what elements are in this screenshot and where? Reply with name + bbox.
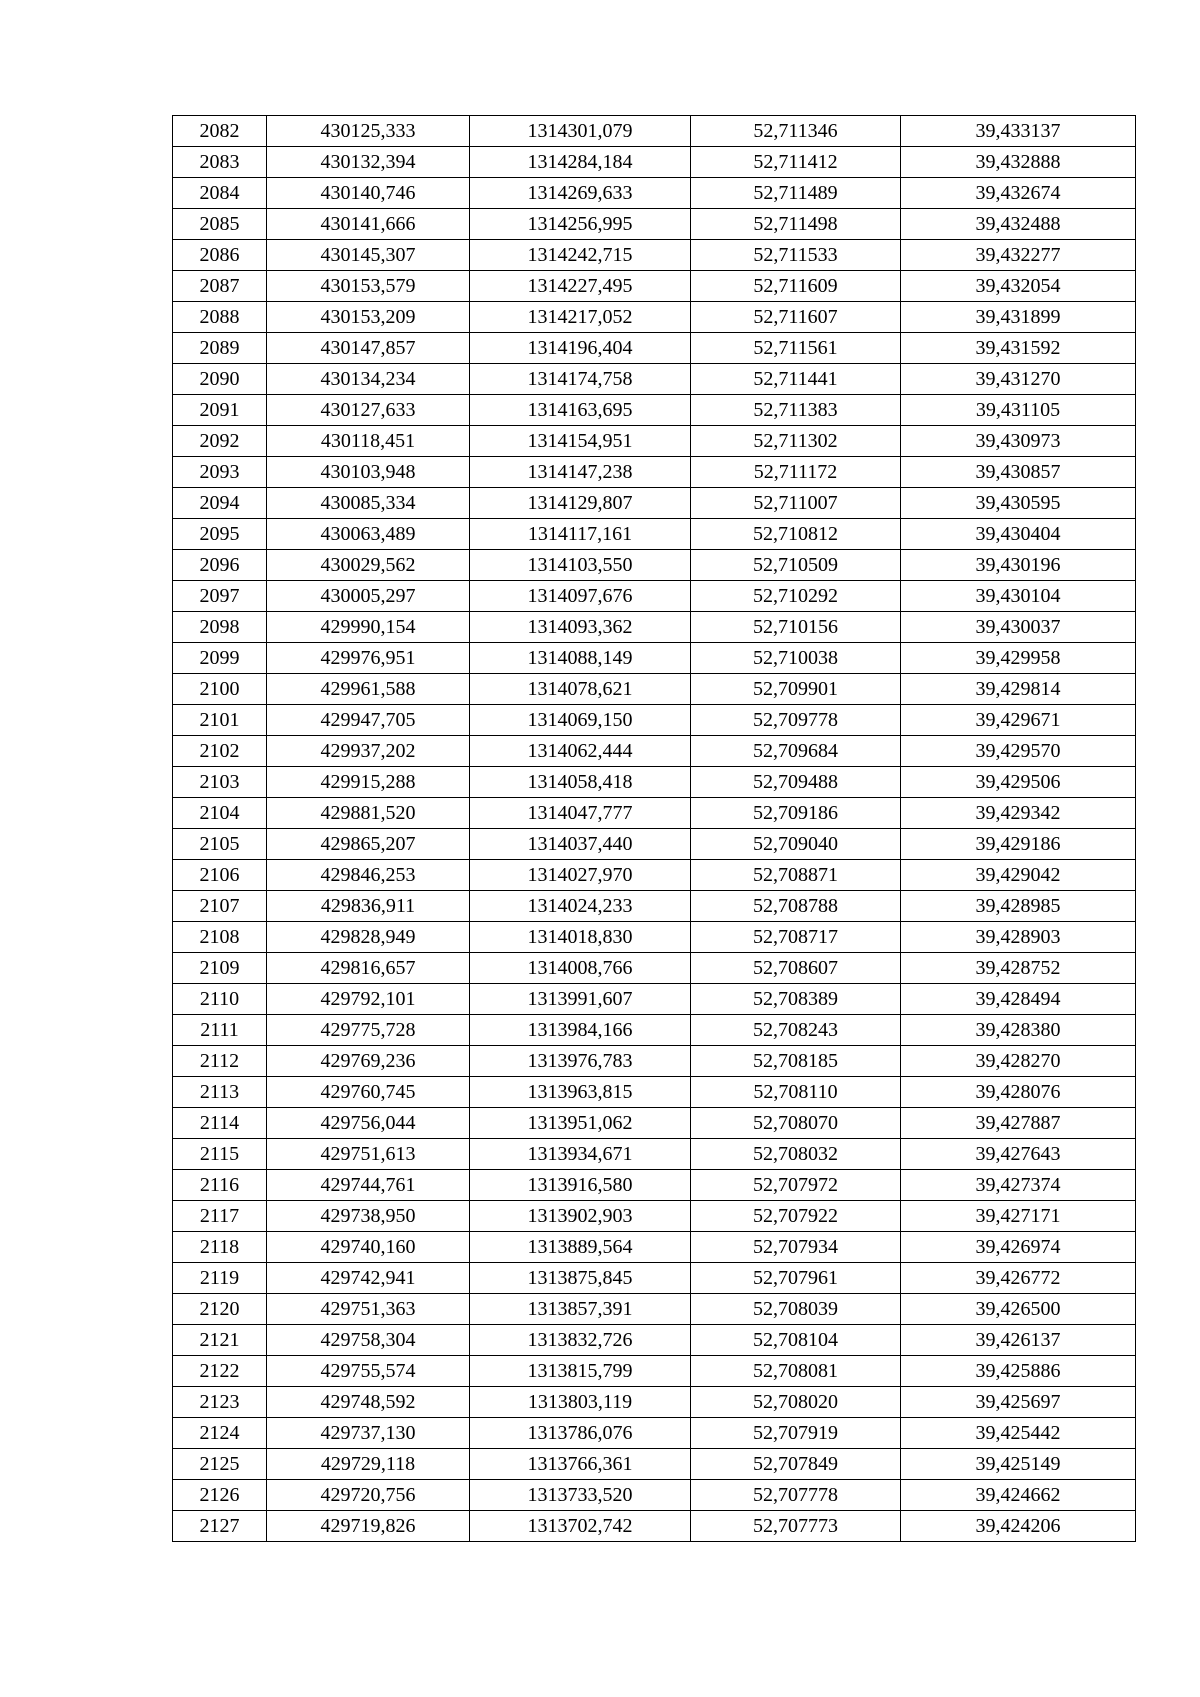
point-number-cell: 2122	[173, 1356, 267, 1387]
y-coordinate-cell: 1314301,079	[470, 116, 691, 147]
latitude-cell: 52,711609	[691, 271, 901, 302]
x-coordinate-cell: 430132,394	[267, 147, 470, 178]
x-coordinate-cell: 429758,304	[267, 1325, 470, 1356]
longitude-cell: 39,429958	[901, 643, 1136, 674]
table-row	[173, 860, 1136, 891]
y-coordinate-cell: 1313902,903	[470, 1201, 691, 1232]
latitude-cell: 52,709901	[691, 674, 901, 705]
latitude-cell: 52,708070	[691, 1108, 901, 1139]
x-coordinate-cell: 429915,288	[267, 767, 470, 798]
longitude-cell: 39,432054	[901, 271, 1136, 302]
latitude-cell: 52,707773	[691, 1511, 901, 1542]
point-number-cell: 2083	[173, 147, 267, 178]
point-number-cell: 2088	[173, 302, 267, 333]
latitude-cell: 52,711412	[691, 147, 901, 178]
point-number-cell: 2101	[173, 705, 267, 736]
x-coordinate-cell: 429760,745	[267, 1077, 470, 1108]
x-coordinate-cell: 429961,588	[267, 674, 470, 705]
x-coordinate-cell: 429755,574	[267, 1356, 470, 1387]
longitude-cell: 39,431592	[901, 333, 1136, 364]
y-coordinate-cell: 1314008,766	[470, 953, 691, 984]
longitude-cell: 39,426974	[901, 1232, 1136, 1263]
latitude-cell: 52,707922	[691, 1201, 901, 1232]
x-coordinate-cell: 429720,756	[267, 1480, 470, 1511]
latitude-cell: 52,708871	[691, 860, 901, 891]
table-row	[173, 1170, 1136, 1201]
latitude-cell: 52,711346	[691, 116, 901, 147]
table-row	[173, 1294, 1136, 1325]
point-number-cell: 2086	[173, 240, 267, 271]
point-number-cell: 2111	[173, 1015, 267, 1046]
table-row	[173, 302, 1136, 333]
y-coordinate-cell: 1314147,238	[470, 457, 691, 488]
y-coordinate-cell: 1313889,564	[470, 1232, 691, 1263]
point-number-cell: 2087	[173, 271, 267, 302]
longitude-cell: 39,431105	[901, 395, 1136, 426]
table-row	[173, 1108, 1136, 1139]
x-coordinate-cell: 429719,826	[267, 1511, 470, 1542]
latitude-cell: 52,708788	[691, 891, 901, 922]
latitude-cell: 52,708607	[691, 953, 901, 984]
x-coordinate-cell: 429846,253	[267, 860, 470, 891]
y-coordinate-cell: 1313963,815	[470, 1077, 691, 1108]
longitude-cell: 39,432277	[901, 240, 1136, 271]
table-row	[173, 829, 1136, 860]
longitude-cell: 39,429042	[901, 860, 1136, 891]
x-coordinate-cell: 429937,202	[267, 736, 470, 767]
longitude-cell: 39,430404	[901, 519, 1136, 550]
longitude-cell: 39,425886	[901, 1356, 1136, 1387]
point-number-cell: 2095	[173, 519, 267, 550]
table-row	[173, 1449, 1136, 1480]
table-row	[173, 1356, 1136, 1387]
point-number-cell: 2097	[173, 581, 267, 612]
table-row	[173, 333, 1136, 364]
longitude-cell: 39,425442	[901, 1418, 1136, 1449]
table-row	[173, 1418, 1136, 1449]
x-coordinate-cell: 429976,951	[267, 643, 470, 674]
table-row	[173, 1232, 1136, 1263]
latitude-cell: 52,711561	[691, 333, 901, 364]
latitude-cell: 52,709488	[691, 767, 901, 798]
x-coordinate-cell: 430005,297	[267, 581, 470, 612]
longitude-cell: 39,428985	[901, 891, 1136, 922]
x-coordinate-cell: 430141,666	[267, 209, 470, 240]
longitude-cell: 39,430857	[901, 457, 1136, 488]
longitude-cell: 39,429814	[901, 674, 1136, 705]
x-coordinate-cell: 430085,334	[267, 488, 470, 519]
y-coordinate-cell: 1314047,777	[470, 798, 691, 829]
longitude-cell: 39,431899	[901, 302, 1136, 333]
y-coordinate-cell: 1314093,362	[470, 612, 691, 643]
point-number-cell: 2092	[173, 426, 267, 457]
point-number-cell: 2104	[173, 798, 267, 829]
y-coordinate-cell: 1313766,361	[470, 1449, 691, 1480]
y-coordinate-cell: 1314154,951	[470, 426, 691, 457]
x-coordinate-cell: 429816,657	[267, 953, 470, 984]
latitude-cell: 52,711007	[691, 488, 901, 519]
latitude-cell: 52,709684	[691, 736, 901, 767]
latitude-cell: 52,707961	[691, 1263, 901, 1294]
point-number-cell: 2115	[173, 1139, 267, 1170]
table-row	[173, 705, 1136, 736]
y-coordinate-cell: 1314069,150	[470, 705, 691, 736]
table-row	[173, 519, 1136, 550]
point-number-cell: 2107	[173, 891, 267, 922]
latitude-cell: 52,708020	[691, 1387, 901, 1418]
point-number-cell: 2117	[173, 1201, 267, 1232]
table-row	[173, 1387, 1136, 1418]
longitude-cell: 39,427643	[901, 1139, 1136, 1170]
y-coordinate-cell: 1314018,830	[470, 922, 691, 953]
latitude-cell: 52,711172	[691, 457, 901, 488]
y-coordinate-cell: 1313934,671	[470, 1139, 691, 1170]
x-coordinate-cell: 430134,234	[267, 364, 470, 395]
table-row	[173, 891, 1136, 922]
latitude-cell: 52,709778	[691, 705, 901, 736]
x-coordinate-cell: 430063,489	[267, 519, 470, 550]
point-number-cell: 2127	[173, 1511, 267, 1542]
longitude-cell: 39,427887	[901, 1108, 1136, 1139]
point-number-cell: 2120	[173, 1294, 267, 1325]
table-row	[173, 209, 1136, 240]
latitude-cell: 52,707778	[691, 1480, 901, 1511]
latitude-cell: 52,708081	[691, 1356, 901, 1387]
longitude-cell: 39,430973	[901, 426, 1136, 457]
x-coordinate-cell: 429881,520	[267, 798, 470, 829]
longitude-cell: 39,429671	[901, 705, 1136, 736]
longitude-cell: 39,429570	[901, 736, 1136, 767]
point-number-cell: 2089	[173, 333, 267, 364]
longitude-cell: 39,432488	[901, 209, 1136, 240]
table-row	[173, 674, 1136, 705]
point-number-cell: 2093	[173, 457, 267, 488]
point-number-cell: 2112	[173, 1046, 267, 1077]
point-number-cell: 2109	[173, 953, 267, 984]
y-coordinate-cell: 1314196,404	[470, 333, 691, 364]
y-coordinate-cell: 1314256,995	[470, 209, 691, 240]
table-row	[173, 1015, 1136, 1046]
table-row	[173, 767, 1136, 798]
longitude-cell: 39,428270	[901, 1046, 1136, 1077]
x-coordinate-cell: 430153,579	[267, 271, 470, 302]
y-coordinate-cell: 1313976,783	[470, 1046, 691, 1077]
longitude-cell: 39,430196	[901, 550, 1136, 581]
table-row	[173, 457, 1136, 488]
x-coordinate-cell: 429990,154	[267, 612, 470, 643]
x-coordinate-cell: 430125,333	[267, 116, 470, 147]
point-number-cell: 2110	[173, 984, 267, 1015]
table-row	[173, 147, 1136, 178]
y-coordinate-cell: 1314284,184	[470, 147, 691, 178]
longitude-cell: 39,428076	[901, 1077, 1136, 1108]
longitude-cell: 39,425697	[901, 1387, 1136, 1418]
point-number-cell: 2102	[173, 736, 267, 767]
latitude-cell: 52,710509	[691, 550, 901, 581]
point-number-cell: 2103	[173, 767, 267, 798]
longitude-cell: 39,431270	[901, 364, 1136, 395]
latitude-cell: 52,710156	[691, 612, 901, 643]
latitude-cell: 52,708389	[691, 984, 901, 1015]
longitude-cell: 39,428903	[901, 922, 1136, 953]
y-coordinate-cell: 1313733,520	[470, 1480, 691, 1511]
table-row	[173, 1077, 1136, 1108]
coordinates-table-body	[173, 116, 1136, 1542]
y-coordinate-cell: 1313875,845	[470, 1263, 691, 1294]
latitude-cell: 52,707934	[691, 1232, 901, 1263]
point-number-cell: 2121	[173, 1325, 267, 1356]
table-row	[173, 1480, 1136, 1511]
table-row	[173, 984, 1136, 1015]
y-coordinate-cell: 1314269,633	[470, 178, 691, 209]
longitude-cell: 39,428494	[901, 984, 1136, 1015]
longitude-cell: 39,426772	[901, 1263, 1136, 1294]
y-coordinate-cell: 1314024,233	[470, 891, 691, 922]
point-number-cell: 2116	[173, 1170, 267, 1201]
x-coordinate-cell: 429836,911	[267, 891, 470, 922]
x-coordinate-cell: 429744,761	[267, 1170, 470, 1201]
x-coordinate-cell: 430029,562	[267, 550, 470, 581]
latitude-cell: 52,711441	[691, 364, 901, 395]
y-coordinate-cell: 1313991,607	[470, 984, 691, 1015]
y-coordinate-cell: 1313803,119	[470, 1387, 691, 1418]
longitude-cell: 39,424662	[901, 1480, 1136, 1511]
longitude-cell: 39,425149	[901, 1449, 1136, 1480]
latitude-cell: 52,708032	[691, 1139, 901, 1170]
table-row	[173, 1046, 1136, 1077]
x-coordinate-cell: 429748,592	[267, 1387, 470, 1418]
table-row	[173, 736, 1136, 767]
y-coordinate-cell: 1313786,076	[470, 1418, 691, 1449]
longitude-cell: 39,426500	[901, 1294, 1136, 1325]
table-row	[173, 953, 1136, 984]
y-coordinate-cell: 1313984,166	[470, 1015, 691, 1046]
x-coordinate-cell: 430118,451	[267, 426, 470, 457]
x-coordinate-cell: 429742,941	[267, 1263, 470, 1294]
x-coordinate-cell: 429769,236	[267, 1046, 470, 1077]
latitude-cell: 52,711607	[691, 302, 901, 333]
latitude-cell: 52,708243	[691, 1015, 901, 1046]
y-coordinate-cell: 1314088,149	[470, 643, 691, 674]
x-coordinate-cell: 430103,948	[267, 457, 470, 488]
y-coordinate-cell: 1314174,758	[470, 364, 691, 395]
longitude-cell: 39,428752	[901, 953, 1136, 984]
point-number-cell: 2082	[173, 116, 267, 147]
point-number-cell: 2091	[173, 395, 267, 426]
x-coordinate-cell: 430140,746	[267, 178, 470, 209]
table-row	[173, 922, 1136, 953]
y-coordinate-cell: 1314117,161	[470, 519, 691, 550]
latitude-cell: 52,708110	[691, 1077, 901, 1108]
y-coordinate-cell: 1313832,726	[470, 1325, 691, 1356]
x-coordinate-cell: 430145,307	[267, 240, 470, 271]
longitude-cell: 39,429506	[901, 767, 1136, 798]
point-number-cell: 2094	[173, 488, 267, 519]
table-row	[173, 1263, 1136, 1294]
x-coordinate-cell: 429775,728	[267, 1015, 470, 1046]
x-coordinate-cell: 430147,857	[267, 333, 470, 364]
latitude-cell: 52,709186	[691, 798, 901, 829]
y-coordinate-cell: 1313815,799	[470, 1356, 691, 1387]
longitude-cell: 39,426137	[901, 1325, 1136, 1356]
y-coordinate-cell: 1314242,715	[470, 240, 691, 271]
latitude-cell: 52,709040	[691, 829, 901, 860]
point-number-cell: 2118	[173, 1232, 267, 1263]
longitude-cell: 39,429186	[901, 829, 1136, 860]
y-coordinate-cell: 1314097,676	[470, 581, 691, 612]
y-coordinate-cell: 1314129,807	[470, 488, 691, 519]
point-number-cell: 2106	[173, 860, 267, 891]
y-coordinate-cell: 1314078,621	[470, 674, 691, 705]
table-row	[173, 1201, 1136, 1232]
table-row	[173, 395, 1136, 426]
longitude-cell: 39,430104	[901, 581, 1136, 612]
longitude-cell: 39,427171	[901, 1201, 1136, 1232]
table-row	[173, 116, 1136, 147]
latitude-cell: 52,711498	[691, 209, 901, 240]
longitude-cell: 39,430037	[901, 612, 1136, 643]
y-coordinate-cell: 1314058,418	[470, 767, 691, 798]
latitude-cell: 52,707972	[691, 1170, 901, 1201]
latitude-cell: 52,710038	[691, 643, 901, 674]
point-number-cell: 2124	[173, 1418, 267, 1449]
latitude-cell: 52,710292	[691, 581, 901, 612]
y-coordinate-cell: 1314217,052	[470, 302, 691, 333]
table-row	[173, 1325, 1136, 1356]
table-row	[173, 240, 1136, 271]
y-coordinate-cell: 1313916,580	[470, 1170, 691, 1201]
table-row	[173, 364, 1136, 395]
latitude-cell: 52,708185	[691, 1046, 901, 1077]
table-row	[173, 426, 1136, 457]
latitude-cell: 52,707919	[691, 1418, 901, 1449]
table-row	[173, 488, 1136, 519]
point-number-cell: 2123	[173, 1387, 267, 1418]
point-number-cell: 2114	[173, 1108, 267, 1139]
latitude-cell: 52,708104	[691, 1325, 901, 1356]
y-coordinate-cell: 1314027,970	[470, 860, 691, 891]
x-coordinate-cell: 430153,209	[267, 302, 470, 333]
table-row	[173, 581, 1136, 612]
point-number-cell: 2090	[173, 364, 267, 395]
table-row	[173, 1139, 1136, 1170]
longitude-cell: 39,432674	[901, 178, 1136, 209]
longitude-cell: 39,424206	[901, 1511, 1136, 1542]
latitude-cell: 52,710812	[691, 519, 901, 550]
point-number-cell: 2099	[173, 643, 267, 674]
x-coordinate-cell: 429828,949	[267, 922, 470, 953]
latitude-cell: 52,707849	[691, 1449, 901, 1480]
latitude-cell: 52,711302	[691, 426, 901, 457]
point-number-cell: 2098	[173, 612, 267, 643]
x-coordinate-cell: 429738,950	[267, 1201, 470, 1232]
longitude-cell: 39,428380	[901, 1015, 1136, 1046]
longitude-cell: 39,430595	[901, 488, 1136, 519]
table-row	[173, 798, 1136, 829]
point-number-cell: 2105	[173, 829, 267, 860]
x-coordinate-cell: 429756,044	[267, 1108, 470, 1139]
x-coordinate-cell: 429865,207	[267, 829, 470, 860]
point-number-cell: 2113	[173, 1077, 267, 1108]
longitude-cell: 39,429342	[901, 798, 1136, 829]
latitude-cell: 52,708039	[691, 1294, 901, 1325]
table-row	[173, 271, 1136, 302]
x-coordinate-cell: 429729,118	[267, 1449, 470, 1480]
y-coordinate-cell: 1314163,695	[470, 395, 691, 426]
table-row	[173, 612, 1136, 643]
point-number-cell: 2126	[173, 1480, 267, 1511]
x-coordinate-cell: 429751,613	[267, 1139, 470, 1170]
y-coordinate-cell: 1314103,550	[470, 550, 691, 581]
point-number-cell: 2085	[173, 209, 267, 240]
y-coordinate-cell: 1313857,391	[470, 1294, 691, 1325]
y-coordinate-cell: 1314227,495	[470, 271, 691, 302]
y-coordinate-cell: 1314037,440	[470, 829, 691, 860]
x-coordinate-cell: 429740,160	[267, 1232, 470, 1263]
y-coordinate-cell: 1313702,742	[470, 1511, 691, 1542]
longitude-cell: 39,433137	[901, 116, 1136, 147]
x-coordinate-cell: 429792,101	[267, 984, 470, 1015]
coordinates-table	[172, 115, 1136, 1542]
longitude-cell: 39,427374	[901, 1170, 1136, 1201]
x-coordinate-cell: 429751,363	[267, 1294, 470, 1325]
table-row	[173, 1511, 1136, 1542]
latitude-cell: 52,711383	[691, 395, 901, 426]
point-number-cell: 2119	[173, 1263, 267, 1294]
latitude-cell: 52,711533	[691, 240, 901, 271]
table-row	[173, 550, 1136, 581]
point-number-cell: 2108	[173, 922, 267, 953]
point-number-cell: 2084	[173, 178, 267, 209]
longitude-cell: 39,432888	[901, 147, 1136, 178]
point-number-cell: 2096	[173, 550, 267, 581]
latitude-cell: 52,711489	[691, 178, 901, 209]
x-coordinate-cell: 430127,633	[267, 395, 470, 426]
table-row	[173, 178, 1136, 209]
point-number-cell: 2125	[173, 1449, 267, 1480]
y-coordinate-cell: 1314062,444	[470, 736, 691, 767]
latitude-cell: 52,708717	[691, 922, 901, 953]
x-coordinate-cell: 429737,130	[267, 1418, 470, 1449]
y-coordinate-cell: 1313951,062	[470, 1108, 691, 1139]
point-number-cell: 2100	[173, 674, 267, 705]
table-row	[173, 643, 1136, 674]
x-coordinate-cell: 429947,705	[267, 705, 470, 736]
